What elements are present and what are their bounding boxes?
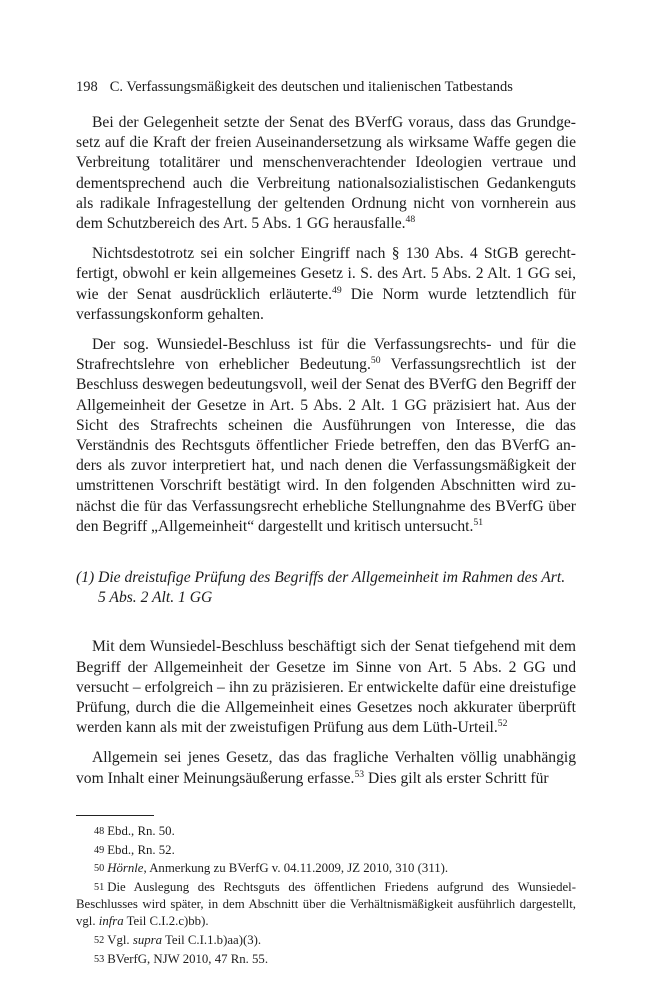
footnote-number: 52 [94,935,105,947]
footnote-text: Teil C.I.2.c)bb). [123,914,209,929]
footnote-italic: infra [98,914,124,929]
footnote-number: 49 [94,844,105,856]
paragraph-text: Mit dem Wunsiedel-Beschluss beschäftigt sich der Senat tiefgehend mit dem Begriff der Allgemeinheit der Gesetze im Sinne von Art. 5 Abs. 2 GG und versucht – erfolgreich – ihn zu präzisieren. Er entwickelte dafür eine dreistufige Prüfung, durch die die Allgemeinheit eines Gesetzes noch akkurater überprüft werden kann als mit der zweistufigen Prüfung aus dem Lüth-Urteil. [76,638,576,737]
footnote-50 [76,860,576,877]
footnote-number: 48 [94,825,105,837]
footnote-author: Hörnle [107,861,144,876]
paragraph-1 [76,113,576,234]
paragraph-text: Dies gilt als erster Schritt für [364,769,549,787]
paragraph-text: Allgemein sei jenes Gesetz, das das fragliche Verhalten völlig unabhängig vom Inhalt einer Meinungsäußerung erfasse. [76,749,576,787]
footnote-ref-52[interactable]: 52 [497,718,508,730]
footnote-italic: supra [132,933,162,948]
footnote-53 [76,951,576,968]
footnote-divider [76,815,154,816]
footnote-number: 51 [94,882,105,893]
footnote-number: 53 [94,953,105,965]
running-title: C. Verfassungsmäßigkeit des deutschen und italienischen Tatbestands [109,79,513,95]
footnote-51 [76,879,576,931]
paragraph-5 [76,748,576,788]
paragraph-text: Nichtsdestotrotz sei ein solcher Eingriff nach § 130 Abs. 4 StGB gerechtfertigt, obwohl er kein allgemeines Gesetz i. S. des Art. 5 Abs. 2 Alt. 1 GG sei, wie der Senat ausdrücklich erläuterte. [76,245,576,303]
footnote-52 [76,932,576,949]
footnote-text: Ebd., Rn. 52. [107,842,175,857]
main-text [76,113,576,789]
footnote-text: Teil C.I.1.b)aa)(3). [162,933,262,948]
footnote-text: Ebd., Rn. 50. [107,823,175,838]
footnote-49 [76,842,576,859]
footnote-text: BVerfG, NJW 2010, 47 Rn. 55. [107,951,269,966]
footnote-ref-50[interactable]: 50 [370,355,381,367]
paragraph-text: Bei der Gelegenheit setzte der Senat des BVerfG voraus, dass das Grundgesetz auf die Kraft der freien Auseinandersetzung als wirksame Waffe gegen die Verbreitung totalitärer und menschenverachtender Ideologien vertraue und dementsprechend auch die Verbreitung nationalsozialistischen Gedankenguts als radikale Infragestellung der geltenden Ordnung nicht von vornherein aus dem Schutzbereich des Art. 5 Abs. 1 GG herausfalle. [76,114,576,233]
footnote-ref-48[interactable]: 48 [405,213,416,225]
footnote-ref-51[interactable]: 51 [473,516,484,528]
footnote-text: Die Auslegung des Rechtsguts des öffentlichen Friedens aufgrund des Wunsiedel-Beschlusses wird später, in dem Abschnitt über die Verhältnismäßigkeit ausführlich dargestellt, vgl. [76,880,576,929]
footnote-text: , Anmerkung zu BVerfG v. 04.11.2009, JZ 2010, 310 (311). [143,861,449,876]
paragraph-2 [76,244,576,325]
footnote-48 [76,823,576,840]
page-number: 198 [76,79,98,95]
section-heading: (1) Die dreistufige Prüfung des Begriffs der Allgemeinheit im Rahmen des Art. 5 Abs. 2 Alt. 1 GG [76,569,566,607]
footnote-text: Vgl. [107,933,133,948]
footnote-number: 50 [94,863,105,875]
footnotes [76,823,576,968]
paragraph-text: Verfassungsrechtlich ist der Beschluss deswegen bedeutungsvoll, weil der Senat des BVerfG den Begriff der Allgemeinheit der Gesetze in Art. 5 Abs. 2 Alt. 1 GG präzisiert hat. Aus der Sicht des Strafrechts scheinen die Ausführungen von Interesse, die das Verständnis des Rechtsguts öffentlicher Friede betreffen, den das BVerfG anders als zuvor interpretiert hat, und nach denen die Verfassungsmäßigkeit der umstrittenen Vorschrift bestätigt wird. In den folgenden Abschnitten wird zunächst die für das Verfassungsrecht erhebliche Stellungnahme des BVerfG über den Begriff „Allgemeinheit“ dargestellt und kritisch untersucht. [76,356,576,535]
paragraph-3 [76,335,576,537]
footnote-ref-49[interactable]: 49 [331,284,342,296]
running-header [76,78,576,96]
paragraph-text: Die Norm wurde letztendlich für verfassungskonform gehalten. [76,285,577,323]
footnote-ref-53[interactable]: 53 [354,768,365,780]
paragraph-4 [76,637,576,738]
paragraph-text: Der sog. Wunsiedel-Beschluss ist für die Verfassungsrechts- und für die Strafrechtslehre von erheblicher Bedeutung. [76,336,576,374]
